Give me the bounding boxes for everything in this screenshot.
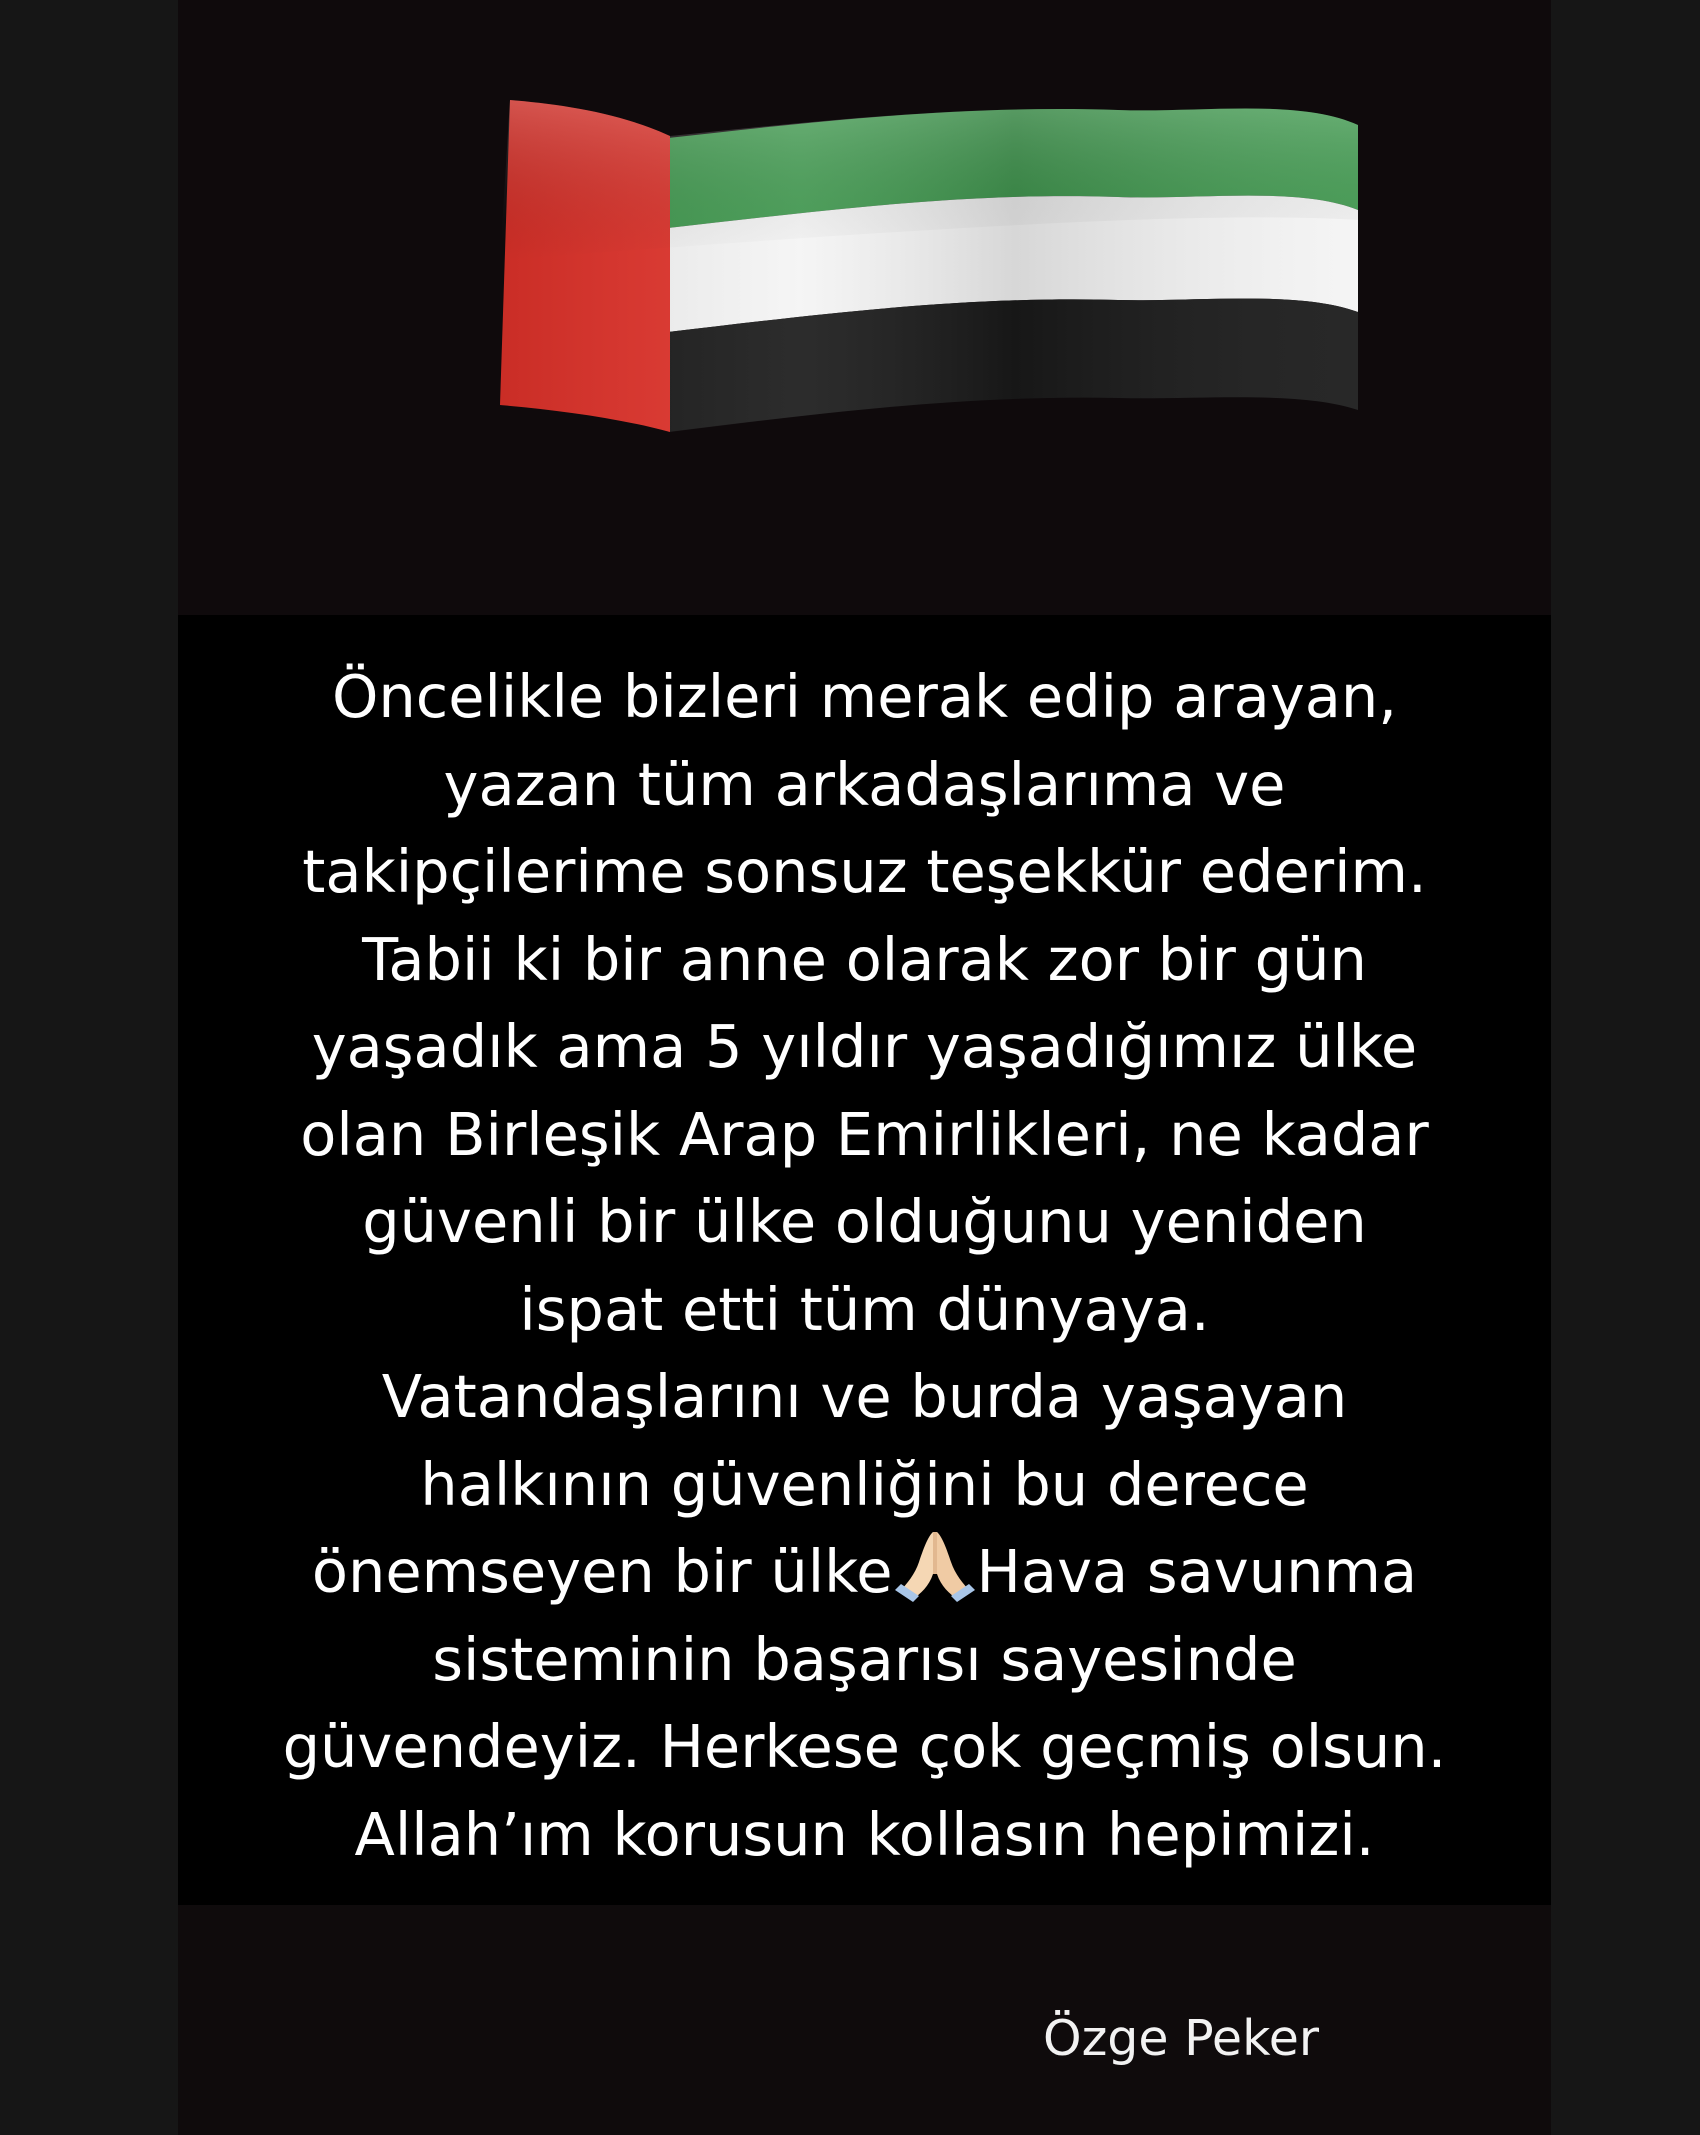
message-line: güvendeyiz. Herkese çok geçmiş olsun.: [282, 1712, 1447, 1781]
left-background-band: [0, 0, 178, 2135]
story-message: [198, 653, 1531, 1878]
story-card: [178, 0, 1551, 2135]
message-line-with-icon: [198, 1528, 1531, 1616]
message-segment: Hava savunma: [976, 1537, 1418, 1606]
right-background-band: [1551, 0, 1700, 2135]
flag-area: [178, 0, 1551, 615]
message-line: yazan tüm arkadaşlarıma ve: [443, 749, 1286, 819]
message-line: takipçilerime sonsuz teşekkür ederim.: [302, 837, 1427, 906]
message-line: ispat etti tüm dünyaya.: [519, 1274, 1210, 1344]
uae-flag-icon: [498, 100, 1378, 580]
praying-hands-icon: [893, 1528, 977, 1602]
message-line: Vatandaşlarını ve burda yaşayan: [381, 1362, 1348, 1431]
message-line: halkının güvenliğini bu derece: [420, 1449, 1309, 1519]
message-line: yaşadık ama 5 yıldır yaşadığımız ülke: [311, 1012, 1418, 1081]
message-line: Öncelikle bizleri merak edip arayan,: [331, 662, 1398, 731]
signature-area: [178, 1905, 1551, 2135]
message-line: sisteminin başarısı sayesinde: [432, 1624, 1297, 1694]
message-box: [178, 615, 1551, 1905]
message-segment: önemseyen bir ülke: [311, 1537, 893, 1606]
author-signature: Özge Peker: [1043, 2010, 1319, 2067]
message-line: olan Birleşik Arap Emirlikleri, ne kadar: [300, 1099, 1429, 1169]
message-line: Allah’ım korusun kollasın hepimizi.: [354, 1799, 1375, 1869]
message-line: Tabii ki bir anne olarak zor bir gün: [362, 924, 1367, 994]
message-line: güvenli bir ülke olduğunu yeniden: [362, 1187, 1367, 1256]
